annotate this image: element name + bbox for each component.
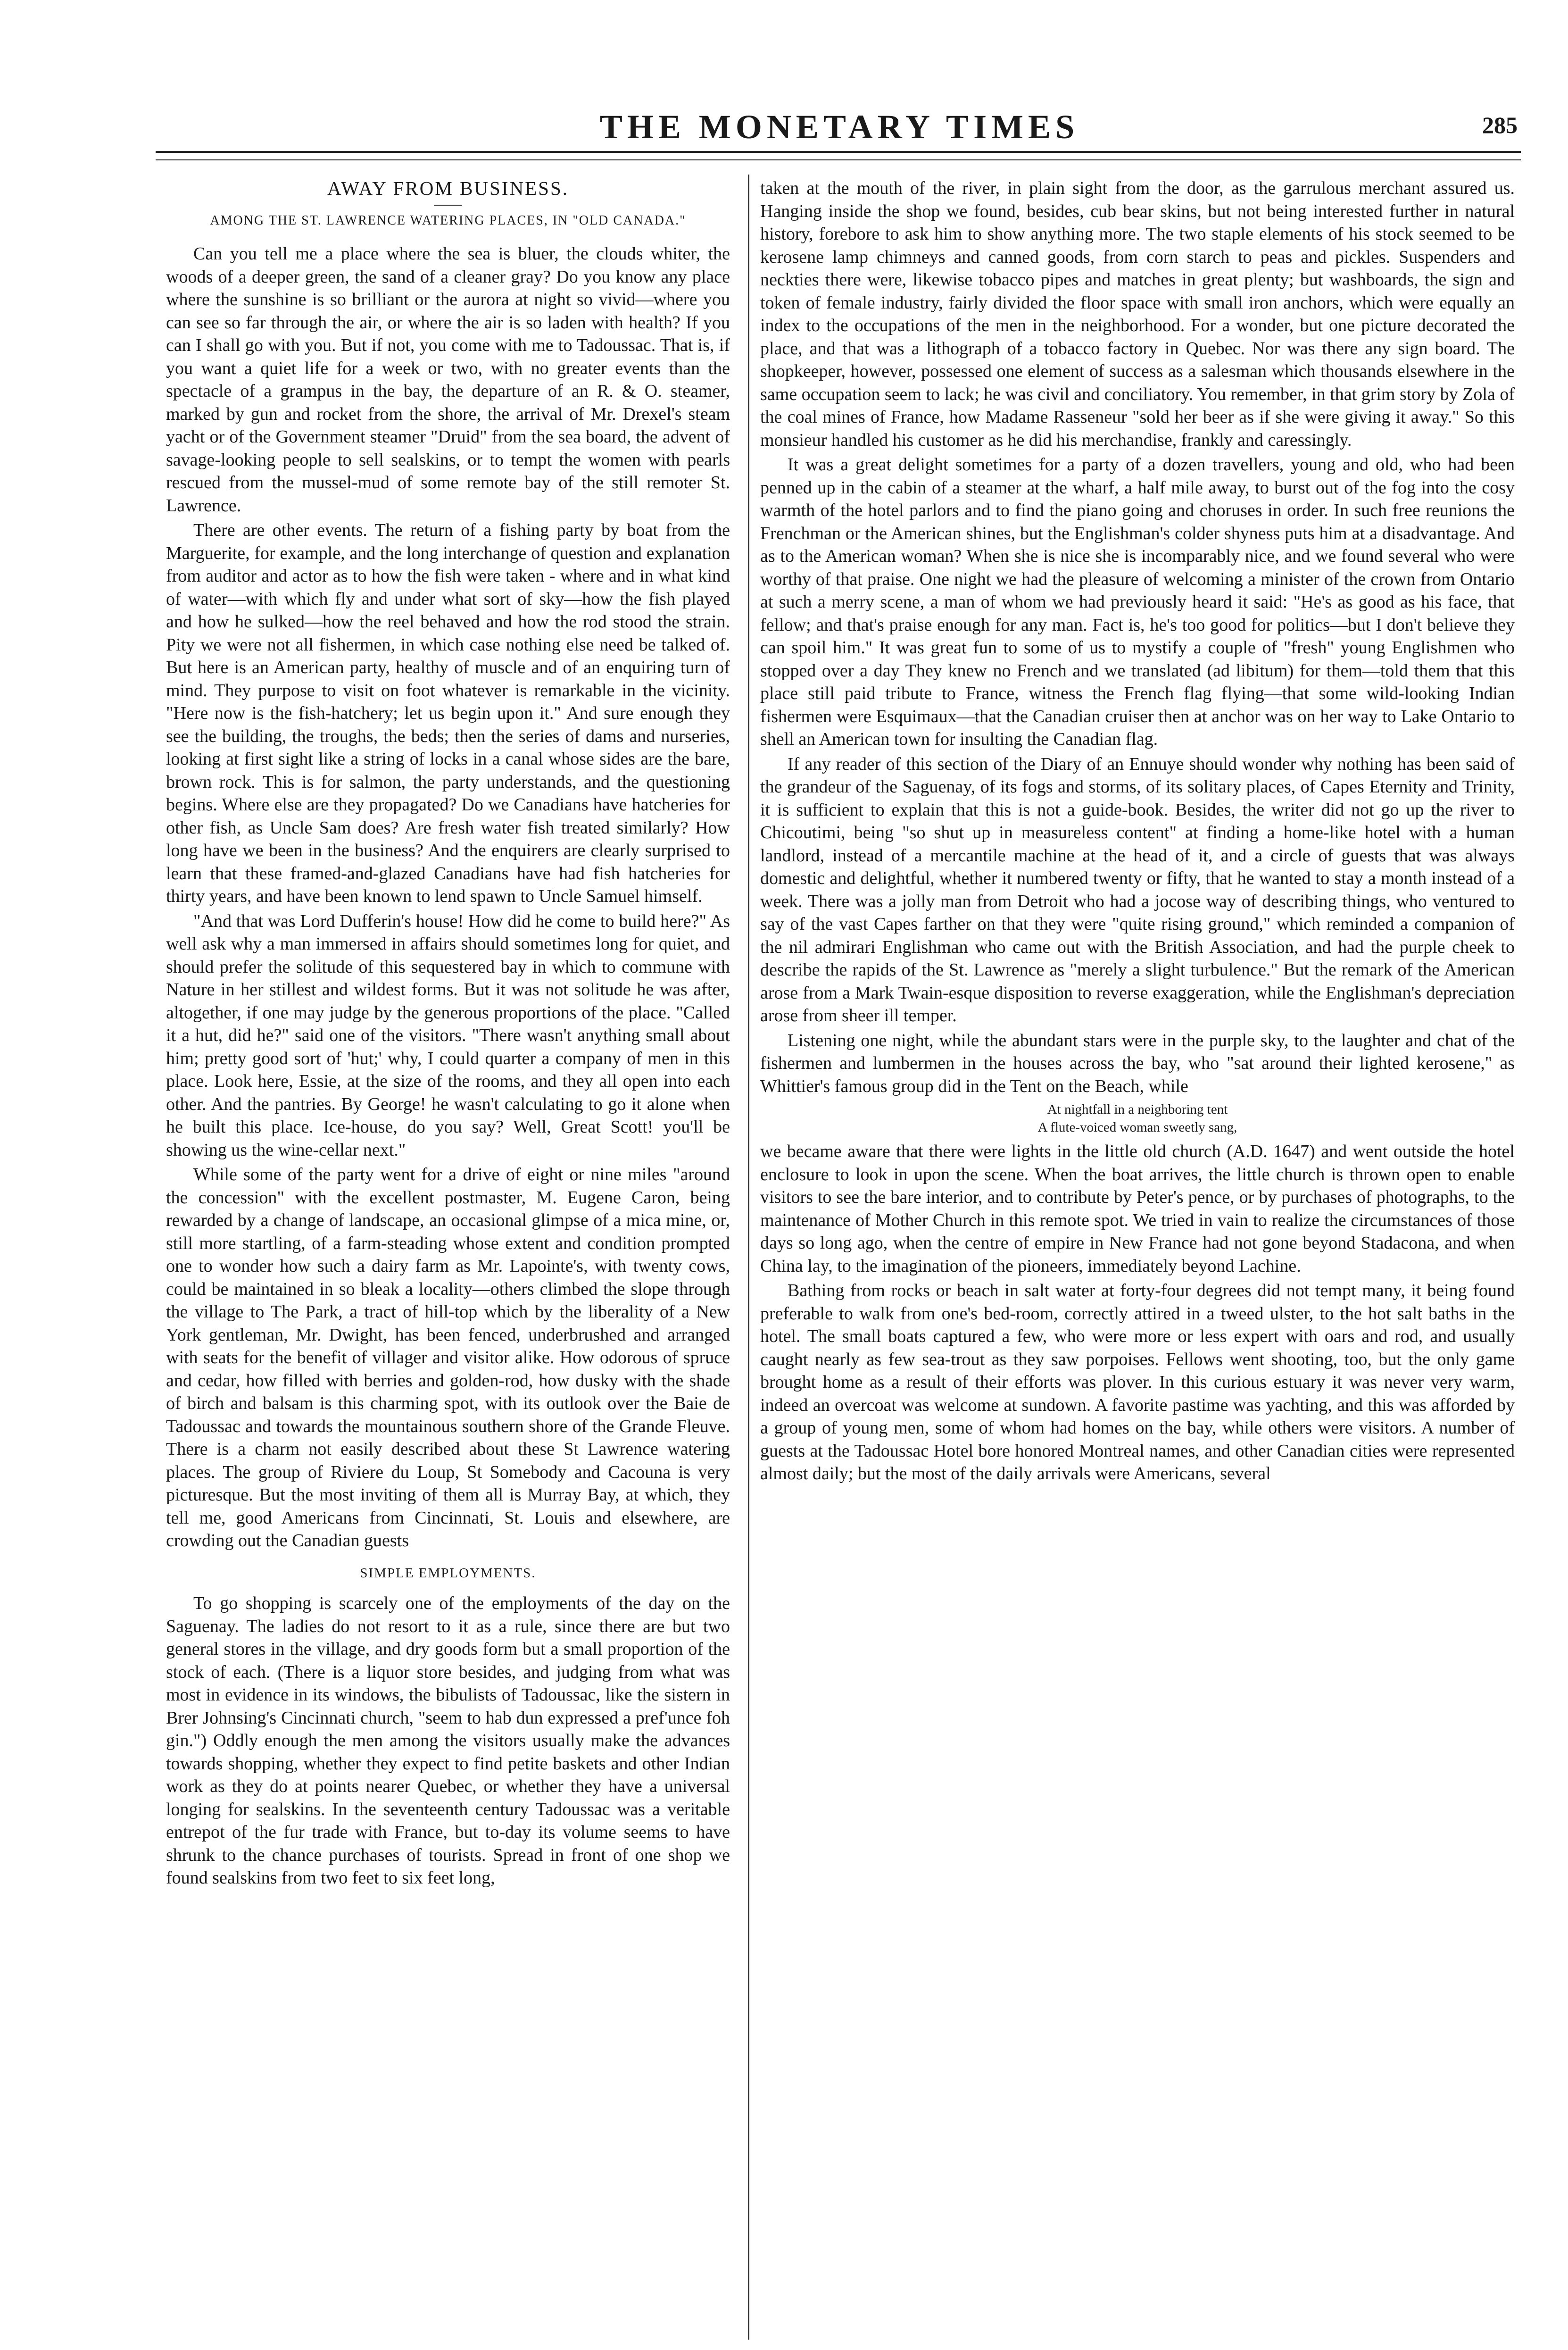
verse-line: A flute-voiced woman sweetly sang, (1037, 1120, 1237, 1135)
paragraph: Listening one night, while the abundant stars were in the purple sky, to the laughter and chat of the fishermen and lumbermen in the houses across the bay, who "sat around their lighted kerosene," as Whittier's famous group did in the Tent on the Beach, while (760, 1030, 1515, 1096)
verse-quote (760, 1100, 1515, 1136)
right-column (760, 177, 1515, 2342)
paragraph: "And that was Lord Dufferin's house! How did he come to build here?" As well ask why a man immersed in affairs should sometimes long for quiet, and should prefer the solitude of this sequestered bay in which to commune with Nature in her stillest and wildest forms. But it was not solitude he was after, altogether, if one may judge by the generous proportions of the place. "Called it a hut, did he?" said one of the visitors. "There wasn't anything small about him; pretty good sort of 'hut;' why, I could quarter a company of men in this place. Look here, Essie, at the size of the rooms, and they all open into each other. And the pantries. By George! he wasn't calculating to go it alone when he built this place. Ice-house, do you say? Well, Great Scott! you'll be showing us the wine-cellar next." (166, 911, 730, 1160)
header-rule (156, 151, 1521, 153)
masthead (156, 108, 1523, 155)
paragraph: To go shopping is scarcely one of the employments of the day on the Saguenay. The ladies do not resort to it as a rule, since there are but two general stores in the village, and dry goods form but a small proportion of the stock of each. (There is a liquor store besides, and judging from what was most in evidence in its windows, the bibulists of Tadoussac, like the sistern in Brer Johnsing's Cincinnati church, "seem to hab dun expressed a pref'unce foh gin.") Oddly enough the men among the visitors usually make the advances towards shopping, whether they expect to find petite baskets and other Indian work as they do at points nearer Quebec, or whether they have a universal longing for sealskins. In the seventeenth century Tadoussac was a veritable entrepot of the fur trade with France, but to-day its volume seems to have shrunk to the chance purchases of tourists. Spread in front of one shop we found sealskins from two feet to six feet long, (166, 1593, 730, 1888)
page-number: 285 (1482, 112, 1518, 138)
verse-line: At nightfall in a neighboring tent (1047, 1102, 1228, 1117)
paragraph: It was a great delight sometimes for a party of a dozen travellers, young and old, who had been penned up in the cabin of a steamer at the wharf, a half mile away, to burst out of the fog into the cosy warmth of the hotel parlors and to find the piano going and choruses in order. In such free reunions the Frenchman or the American shines, but the Englishman's colder shyness puts him at a disadvantage. And as to the American woman? When she is nice she is incomparably nice, and we found several who were worthy of that praise. One night we had the pleasure of welcoming a minister of the crown from Ontario at such a merry scene, a man of whom we had previously heard it said: "He's as good as his face, that fellow; and that's praise enough for any man. Fact is, he's too good for politics—but I don't believe they can spoil him." It was great fun to some of us to mystify a couple of "fresh" young Englishmen who stopped over a day They knew no French and we translated (ad libitum) for them—told them that this place still paid tribute to France, witness the French flag flying—that some wild-looking Indian fishermen were Esquimaux—that the Canadian cruiser then at anchor was on her way to Lake Ontario to shell an American town for insulting the Canadian flag. (760, 455, 1515, 749)
header-rule-thin (156, 159, 1521, 160)
article-title: AWAY FROM BUSINESS. (327, 177, 569, 199)
paragraph: If any reader of this section of the Diary of an Ennuye should wonder why nothing has been said of the grandeur of the Saguenay, of its fogs and storms, of its solitary places, of Capes Eternity and Trinity, it is sufficient to explain that this is not a guide-book. Besides, the writer did not go up the river to Chicoutimi, being "so shut up in measureless content" at finding a home-like hotel with a human landlord, instead of a mercantile machine at the head of it, and a circle of guests that was always domestic and delightful, whether it numbered twenty or fifty, that he wanted to stay a month instead of a week. There was a jolly man from Detroit who had a jocose way of describing things, who ventured to say of the vast Capes farther on that they were "quite rising ground," which reminded a companion of the nil admirari Englishman who came out with the British Association, and had the purple cheek to describe the rapids of the St. Lawrence as "merely a slight turbulence." But the remark of the American arose from a Mark Twain-esque disposition to reverse exaggeration, while the Englishman's depreciation arose from sheer ill temper. (760, 754, 1515, 1025)
paragraph: There are other events. The return of a fishing party by boat from the Marguerite, for example, and the long interchange of question and explanation from auditor and actor as to how the fish were taken - where and in what kind of water—with which fly and under what sort of sky—how the fish played and how he sulked—how the reel behaved and how the rod stood the strain. Pity we were not all fishermen, in which case nothing else need be talked of. But here is an American party, healthy of muscle and of an enquiring turn of mind. They purpose to visit on foot whatever is remarkable in the vicinity. "Here now is the fish-hatchery; let us begin upon it." And sure enough they see the building, the troughs, the beds; then the series of dams and nurseries, looking at first sight like a string of locks in a canal whose sides are the bare, brown rock. This is for salmon, the party understands, and the questioning begins. Where else are they propagated? Do we Canadians have hatcheries for other fish, as Uncle Sam does? Are fresh water fish treated similarly? How long have we been in the business? And the enquirers are clearly surprised to learn that these framed-and-glazed Canadians have had fish hatcheries for thirty years, and have been known to lend spawn to Uncle Samuel himself. (166, 520, 730, 906)
paragraph: we became aware that there were lights in the little old church (A.D. 1647) and went outside the hotel enclosure to look in upon the scene. When the boat arrives, the little church is thrown open to enable visitors to see the bare interior, and to contribute by Peter's pence, or by purchases of photographs, to the maintenance of Mother Church in this remote spot. We tried in vain to realize the circumstances of those days so long ago, when the centre of empire in New France had not gone beyond Stadacona, and when China lay, to the imagination of the pioneers, immediately beyond Lachine. (760, 1142, 1515, 1276)
section-heading: SIMPLE EMPLOYMENTS. (360, 1565, 536, 1581)
paragraph: While some of the party went for a drive of eight or nine miles "around the concession" with the excellent postmaster, M. Eugene Caron, being rewarded by a change of landscape, an occasional glimpse of a mica mine, or, still more startling, of a farm-steading whose extent and condition prompted one to wonder how such a dairy farm as Mr. Lapointe's, with twenty cows, could be maintained in so bleak a locality—others climbed the slope through the village to The Park, a tract of hill-top which by the liberality of a New York gentleman, Mr. Dwight, has been fenced, underbrushed and arranged with seats for the benefit of villager and visitor alike. How odorous of spruce and cedar, how filled with berries and golden-rod, how dusky with the shade of birch and balsam is this charming spot, with its outlook over the Baie de Tadoussac and towards the mountainous southern shore of the Grande Fleuve. There is a charm not easily described about these St Lawrence watering places. The group of Riviere du Loup, St Somebody and Cacouna is very picturesque. But the most inviting of them all is Murray Bay, at which, they tell me, good Americans from Cincinnati, St. Louis and elsewhere, are crowding out the Canadian guests (166, 1165, 730, 1550)
paragraph: taken at the mouth of the river, in plain sight from the door, as the garrulous merchant assured us. Hanging inside the shop we found, besides, cub bear skins, but not being interested further in natural history, forebore to ask him to show anything more. The two staple elements of his stock seemed to be kerosene lamp chimneys and canned goods, from corn starch to peas and pickles. Suspenders and neckties there were, likewise tobacco pipes and matches in great plenty; but washboards, the sign and token of female industry, fairly divided the floor space with small iron anchors, which were equally an index to the occupations of the men in the neighborhood. For a wonder, but one picture decorated the place, and that was a lithograph of a tobacco factory in Quebec. Nor was there any sign board. The shopkeeper, however, possessed one element of success as a salesman which thousands elsewhere in the same occupation seem to lack; he was civil and conciliatory. You remember, in that grim story by Zola of the coal mines of France, how Madame Rasseneur "sold her beer as if she were giving it away." So this monsieur handled his customer as he did his merchandise, frankly and caressingly. (760, 178, 1515, 450)
title-rule (434, 205, 462, 206)
newspaper-title: THE MONETARY TIMES (599, 108, 1079, 146)
left-column (166, 177, 730, 2340)
article-subtitle: AMONG THE ST. LAWRENCE WATERING PLACES, IN "OLD CANADA." (210, 213, 686, 228)
paragraph: Can you tell me a place where the sea is bluer, the clouds whiter, the woods of a deeper green, the sand of a cleaner gray? Do you know any place where the sunshine is so brilliant or the aurora at night so vivid—where you can see so far through the air, or where the air is so laden with health? If you can I shall go with you. But if not, you come with me to Tadoussac. That is, if you want a quiet life for a week or two, with no greater events than the spectacle of a grampus in the bay, the departure of an R. & O. steamer, marked by gun and rocket from the shore, the arrival of Mr. Drexel's steam yacht or of the Government steamer "Druid" from the sea board, the advent of savage-looking people to sell sealskins, or to tempt the women with pearls rescued from the mussel-mud of some remote bay of the still remoter St. Lawrence. (166, 244, 730, 516)
column-divider (748, 175, 749, 2340)
paragraph: Bathing from rocks or beach in salt water at forty-four degrees did not tempt many, it being found preferable to walk from one's bed-room, correctly attired in a tweed ulster, to the hot salt baths in the hotel. The small boats captured a few, who were more or less expert with oars and rod, and usually caught nearly as few sea-trout as they saw porpoises. Fellows went shooting, too, but the only game brought home as a result of their efforts was plover. In this curious estuary it was never very warm, indeed an overcoat was welcome at sundown. A favorite pastime was yachting, and this was afforded by a group of young men, some of whom had homes on the bay, while others were visitors. A number of guests at the Tadoussac Hotel bore honored Montreal names, and other Canadian cities were represented almost daily; but the most of the daily arrivals were Americans, several (760, 1281, 1515, 1483)
